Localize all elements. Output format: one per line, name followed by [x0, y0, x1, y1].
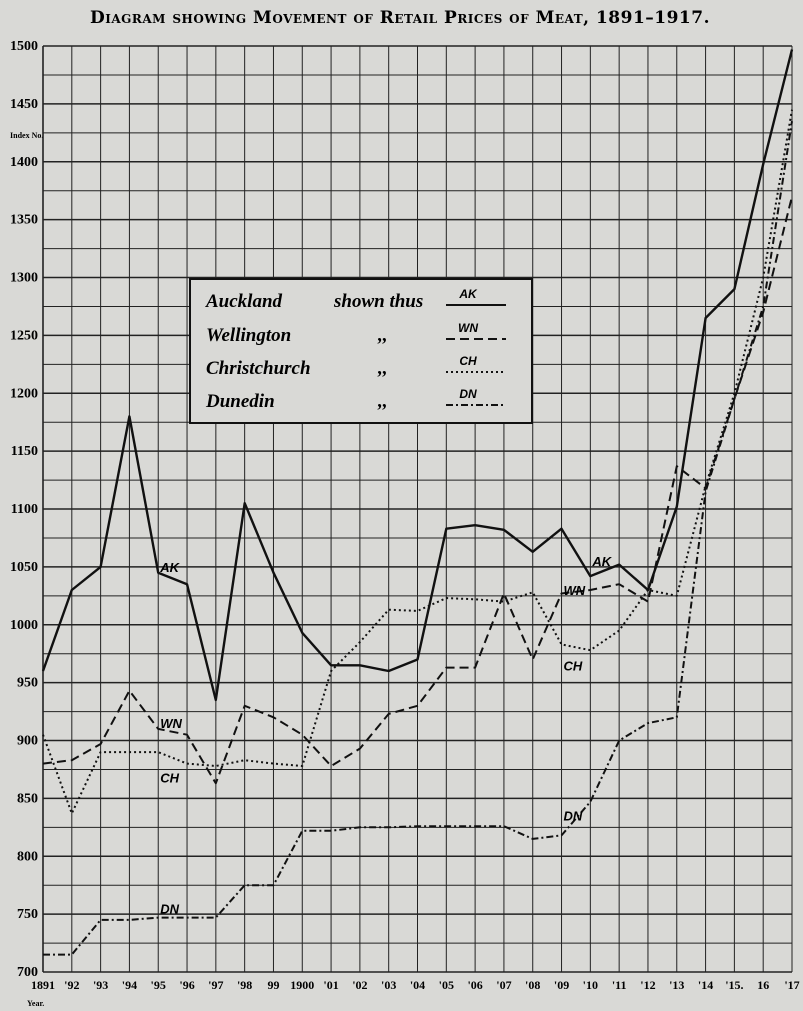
series-annotation: WN [563, 583, 586, 599]
x-tick-label: '12 [640, 978, 656, 992]
x-tick-label: 1891 [31, 978, 55, 992]
x-tick-label: '94 [121, 978, 138, 992]
x-tick-label: '13 [669, 978, 685, 992]
x-tick-label: 16 [757, 978, 770, 992]
legend-abbr: AK [459, 287, 477, 301]
x-tick-label: '01 [323, 978, 339, 992]
series-annotation: DN [160, 901, 180, 917]
y-tick-labels [10, 39, 38, 980]
legend [190, 279, 532, 423]
x-tick-label: 1900 [290, 978, 315, 992]
y-tick-label: 1250 [10, 328, 38, 344]
y-tick-label: 1300 [10, 270, 38, 286]
y-tick-label: 1400 [10, 154, 38, 170]
x-tick-label: '95 [150, 978, 166, 992]
y-tick-label: 950 [17, 675, 38, 691]
grid [43, 46, 792, 972]
series-annotation: CH [563, 658, 583, 674]
legend-series-name: Auckland [206, 291, 283, 312]
legend-series-name: Dunedin [206, 391, 275, 412]
x-tick-label: '14 [697, 978, 714, 992]
legend-shown-thus: ,, [378, 391, 388, 412]
x-tick-label: '09 [553, 978, 570, 992]
x-tick-label: '02 [352, 978, 368, 992]
x-tick-label: '07 [496, 978, 512, 992]
x-tick-label: '15. [725, 978, 744, 992]
y-tick-label: 1100 [10, 502, 38, 517]
legend-series-name: Christchurch [206, 358, 311, 379]
x-tick-labels [31, 978, 800, 992]
y-tick-label: 1150 [10, 444, 38, 460]
x-tick-label: '06 [467, 978, 483, 992]
y-tick-label: 1350 [10, 212, 38, 228]
x-tick-label: '08 [525, 978, 541, 992]
y-tick-label: 1000 [10, 617, 38, 633]
x-axis-label: Year. [27, 999, 45, 1008]
chart-title: Diagram showing Movement of Retail Prices of Meat, 1891–1917. [89, 8, 711, 28]
x-tick-label: '03 [381, 978, 397, 992]
series-annotation: WN [160, 716, 182, 732]
legend-abbr: CH [459, 354, 477, 368]
series-annotations [159, 554, 613, 916]
series-annotation: DN [563, 808, 583, 824]
x-tick-label: 99 [267, 978, 280, 992]
x-tick-label: '04 [409, 978, 426, 992]
x-tick-label: '98 [236, 978, 253, 992]
x-tick-label: '05 [438, 978, 454, 992]
legend-shown-thus: ,, [378, 325, 388, 346]
series-annotation: AK [160, 559, 180, 575]
y-tick-label: 850 [17, 791, 38, 807]
x-tick-label: '97 [208, 978, 224, 992]
x-tick-label: '11 [611, 978, 627, 992]
y-tick-label: 1200 [10, 386, 38, 402]
y-tick-label: 1500 [10, 39, 38, 54]
y-tick-label: 750 [17, 907, 38, 923]
y-tick-label: 900 [17, 733, 38, 749]
y-tick-label: 800 [17, 849, 38, 865]
series-annotation: AK [592, 554, 612, 570]
series-annotation: CH [160, 770, 180, 786]
y-tick-label: 700 [17, 965, 38, 980]
y-tick-label: 1050 [10, 559, 38, 575]
legend-series-name: Wellington [206, 325, 292, 346]
x-tick-label: '10 [582, 978, 599, 992]
x-tick-label: '92 [64, 978, 80, 992]
legend-shown-thus: shown thus [334, 291, 424, 312]
x-tick-label: '93 [92, 978, 109, 992]
y-axis-label: Index No. [10, 131, 44, 140]
x-tick-label: '96 [179, 978, 195, 992]
x-tick-label: '17 [784, 978, 800, 992]
legend-abbr: WN [458, 321, 478, 335]
legend-shown-thus: ,, [378, 358, 388, 379]
y-tick-label: 1450 [10, 96, 38, 112]
legend-abbr: DN [459, 387, 477, 401]
